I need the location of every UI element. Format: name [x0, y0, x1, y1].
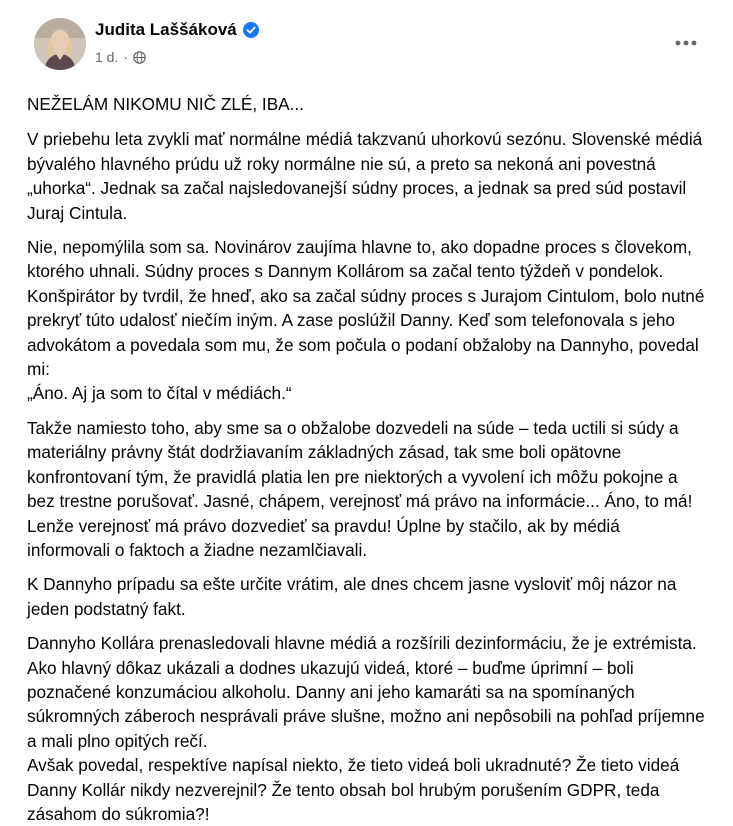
- post-headline: NEŽELÁM NIKOMU NIČ ZLÉ, IBA...: [27, 94, 304, 114]
- post-paragraph: V priebehu leta zvykli mať normálne médiá takzvanú uhorkovú sezónu. Slovenské médiá bývalého hlavného prúdu už roky normálne nie sú, a preto sa nekoná ani povestná „uhorka“. Jednak sa začal najsledovanejší súdny proces, a jednak sa pred súd postavil Juraj Cintula.: [27, 129, 703, 223]
- more-options-icon: [675, 40, 697, 46]
- post-paragraph: Nie, nepomýlila som sa. Novinárov zaujíma hlavne to, ako dopadne proces s človekom, ktorého uhnali. Súdny proces s Dannym Kollárom sa začal tento týždeň v pondelok. Konšpirátor by tvrdil, že hneď, ako sa začal súdny proces s Jurajom Cintulom, bolo nutné prekryť túto udalosť niečím iným. A zase poslúžil Danny. Keď som telefonovala s jeho advokátom a povedala som mu, že som počula o podaní obžaloby na Dannyho, povedal mi: „Áno. Aj ja som to čítal v médiách.“: [27, 237, 705, 404]
- post-paragraph: K Dannyho prípadu sa ešte určite vrátim, ale dnes chcem jasne vysloviť môj názor na jeden podstatný fakt.: [27, 574, 677, 619]
- author-row: [95, 20, 259, 40]
- post-meta: [95, 49, 146, 65]
- globe-icon[interactable]: [133, 51, 146, 64]
- verified-badge-icon: [243, 22, 259, 38]
- more-options-button[interactable]: [671, 28, 701, 58]
- post-paragraph: Takže namiesto toho, aby sme sa o obžalobe dozvedeli na súde – teda uctili si súdy a materiálny právny štát dodržiavaním základných zásad, tak sme boli opätovne konfrontovaní tým, že pravidlá platia len pre niektorých a vyvolení ich môžu pokojne a bez trestne porušovať. Jasné, chápem, verejnosť má právo na informácie... Áno, to má! Lenže verejnosť má právo dozvedieť sa pravdu! Úplne by stačilo, ak by médiá informovali o faktoch a žiadne nezamlčiavali.: [27, 417, 693, 560]
- author-name[interactable]: Judita Laššáková: [95, 20, 237, 39]
- post-timestamp[interactable]: 1 d.: [95, 49, 119, 65]
- post-header: [14, 0, 719, 80]
- avatar[interactable]: [34, 18, 86, 70]
- avatar-photo-icon: [34, 18, 86, 70]
- post-paragraph: Dannyho Kollára prenasledovali hlavne médiá a rozšírili dezinformáciu, že je extrémista. Ako hlavný dôkaz ukázali a dodnes ukazujú videá, ktoré – buďme úprimní – boli poznačené konzumáciou alkoholu. Danny ani jeho kamaráti sa na spomínaných súkromných záberoch nesprávali práve slušne, možno ani nepôsobili na pohľad príjemne a mali plno opitých rečí. Avšak povedal, respektíve napísal niekto, že tieto videá boli ukradnuté? Že tieto videá Danny Kollár nikdy nezverejnil? Že tento obsah bol hrubým porušením GDPR, teda zásahom do súkromia?!: [27, 633, 705, 824]
- post-body: [14, 92, 719, 826]
- meta-separator: ·: [123, 49, 129, 65]
